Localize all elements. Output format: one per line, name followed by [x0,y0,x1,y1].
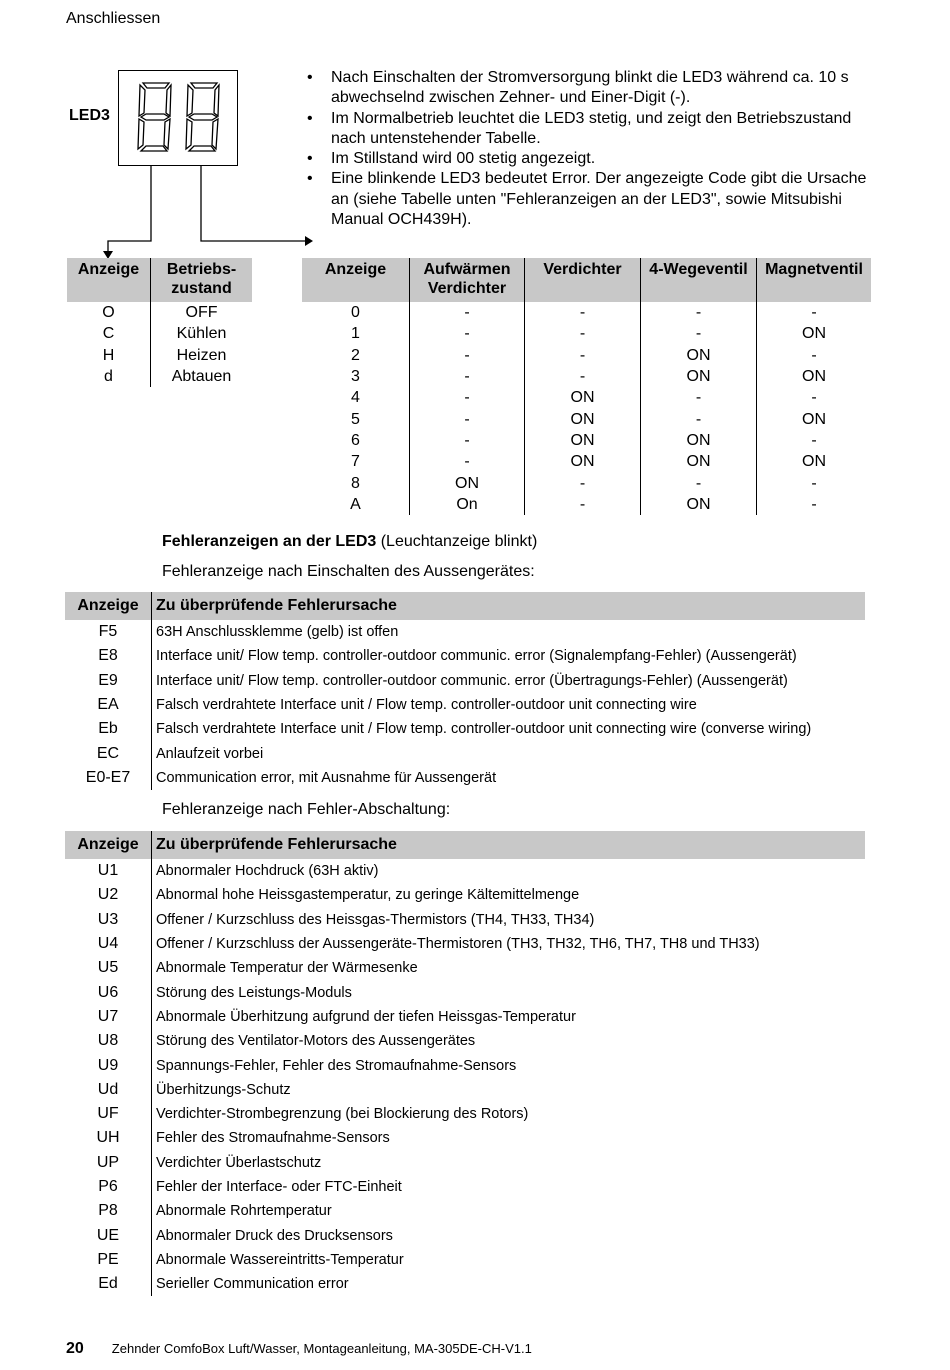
cell-magnetventil: ON [802,325,826,343]
cell-code: H [67,345,151,366]
cell-verdichter: ON [525,408,641,429]
cell-verdichter: - [525,302,641,323]
error-description: Störung des Ventilator-Motors des Aussengerätes [156,1033,476,1050]
error-code: U4 [65,932,152,956]
cell-wegeventil: - [641,408,757,429]
bullet-item: • Im Stillstand wird 00 stetig angezeigt. [306,149,886,169]
bullet-item: • Im Normalbetrieb leuchtet die LED3 stetig, und zeigt den Betriebszustand nach untenstehender Tabelle. [306,109,886,150]
cell-aufwaermen: ON [410,472,525,493]
error-description: Abnormale Überhitzung aufgrund der tiefen Heissgas-Temperatur [156,1008,576,1025]
table-row [65,1175,865,1199]
cell-aufwaermen: On [410,494,525,515]
cell-magnetventil: - [811,431,817,449]
header-anzeige: Anzeige [302,258,410,302]
cell-aufwaermen: - [410,408,525,429]
error-description: Falsch verdrahtete Interface unit / Flow temp. controller-outdoor unit connecting wire [156,697,697,714]
error-description: Serieller Communication error [156,1276,349,1293]
error-code: Ud [65,1078,152,1102]
cell-magnetventil: - [811,304,817,322]
error-subheading-2: Fehleranzeige nach Fehler-Abschaltung: [162,801,451,818]
table-row [65,644,865,668]
error-description: Spannungs-Fehler, Fehler des Stromaufnahme-Sensors [156,1057,517,1074]
error-code: U7 [65,1005,152,1029]
error-description: Offener / Kurzschluss der Aussengeräte-Thermistoren (TH3, TH32, TH6, TH7, TH8 und TH33) [156,936,760,953]
table-row [65,908,865,932]
table-row [65,1199,865,1223]
cell-code: d [67,366,151,387]
error-description: Fehler des Stromaufnahme-Sensors [156,1130,390,1147]
cell-magnetventil: ON [802,368,826,386]
cell-wegeventil: ON [641,345,757,366]
error-description: Fehler der Interface- oder FTC-Einheit [156,1179,402,1195]
cell-state: Abtauen [171,368,232,386]
table-row [65,1053,865,1077]
cell-aufwaermen: - [410,366,525,387]
error-description: 63H Anschlussklemme (gelb) ist offen [156,624,399,641]
table-row [65,1151,865,1175]
error-code: P8 [65,1199,152,1223]
error-description: Verdichter Überlastschutz [156,1154,322,1171]
cell-wegeventil: - [641,323,757,344]
cell-verdichter: - [525,345,641,366]
error-description: Interface unit/ Flow temp. controller-outdoor communic. error (Übertragungs-Fehler) (Aussengerät) [156,672,788,689]
error-code: U1 [65,859,152,883]
error-title-normal: (Leuchtanzeige blinkt) [376,533,538,550]
page-number: 20 [66,1340,84,1357]
error-description: Überhitzungs-Schutz [156,1081,291,1098]
cell-aufwaermen: - [410,451,525,472]
cell-code: C [67,323,151,344]
error-description: Anlaufzeit vorbei [156,745,264,762]
bullet-item: • Nach Einschalten der Stromversorgung blinkt die LED3 während ca. 10 s abwechselnd zwischen Zehner- und Einer-Digit (-). [306,68,886,109]
cell-anzeige: 7 [302,451,410,472]
table-row [65,693,865,717]
table-row [65,859,865,883]
table-row [65,980,865,1004]
cell-state: Kühlen [176,325,227,343]
cell-wegeventil: - [641,302,757,323]
table-row [302,345,871,366]
table-row [65,956,865,980]
error-title-bold: Fehleranzeigen an der LED3 [162,533,377,550]
table-row [67,323,252,344]
error-code: U8 [65,1029,152,1053]
error-code: E0-E7 [65,766,152,790]
header-anzeige: Anzeige [65,592,152,620]
section-title: Anschliessen [66,10,161,27]
error-code: UF [65,1102,152,1126]
cell-state: Heizen [176,346,227,364]
table-row [302,408,871,429]
error-code: E8 [65,644,152,668]
table-row [302,472,871,493]
header-wegeventil: 4-Wegeventil [641,258,757,302]
page-footer [66,1340,532,1358]
bullet-item: • Eine blinkende LED3 bedeutet Error. Der angezeigte Code gibt die Ursache an (siehe Tabelle unten "Fehleranzeigen an der LED3", sowie Mitsubishi Manual OCH439H). [306,169,886,230]
header-verdichter: Verdichter [525,258,641,302]
cell-code: O [67,302,151,323]
error-description: Interface unit/ Flow temp. controller-outdoor communic. error (Signalempfang-Fehler) (Aussengerät) [156,648,797,665]
error-description: Abnormale Rohrtemperatur [156,1203,332,1220]
cell-anzeige: 1 [302,323,410,344]
footer-text: Zehnder ComfoBox Luft/Wasser, Montageanleitung, MA-305DE-CH-V1.1 [111,1341,532,1356]
table-row [65,620,865,644]
table-row [302,430,871,451]
status-table [302,258,871,515]
table-row [65,1248,865,1272]
table-row [65,669,865,693]
header-aufwaermen: Aufwärmen Verdichter [410,258,525,302]
header-anzeige: Anzeige [67,258,151,302]
error-code: EA [65,693,152,717]
header-magnetventil: Magnetventil [757,258,872,302]
table-row [65,766,865,790]
cell-magnetventil: - [811,389,817,407]
error-code: UP [65,1151,152,1175]
betriebszustand-table [67,258,252,387]
error-description: Abnormale Temperatur der Wärmesenke [156,960,418,977]
error-code: PE [65,1248,152,1272]
error-code: UH [65,1126,152,1150]
error-code: E9 [65,669,152,693]
cell-state: OFF [185,304,218,322]
cell-aufwaermen: - [410,302,525,323]
table-row [302,387,871,408]
cell-anzeige: 3 [302,366,410,387]
table-row [65,1223,865,1247]
cell-wegeventil: - [641,387,757,408]
error-code: U9 [65,1053,152,1077]
error-code: Ed [65,1272,152,1296]
arrow-right-icon [305,236,313,246]
info-bullets [306,68,886,230]
cell-anzeige: 6 [302,430,410,451]
error-description: Communication error, mit Ausnahme für Aussengerät [156,769,497,786]
error-description: Abnormaler Hochdruck (63H aktiv) [156,863,379,880]
cell-verdichter: - [525,472,641,493]
header-anzeige: Anzeige [65,831,152,859]
error-code: U5 [65,956,152,980]
cell-anzeige: 2 [302,345,410,366]
cell-aufwaermen: - [410,345,525,366]
table-row [67,366,252,387]
cell-wegeventil: ON [641,451,757,472]
error-table-startup [65,592,865,790]
error-description: Störung des Leistungs-Moduls [156,984,352,1001]
table-row [302,323,871,344]
error-description: Offener / Kurzschluss des Heissgas-Thermistors (TH4, TH33, TH34) [156,911,595,928]
table-row [67,345,252,366]
cell-verdichter: ON [525,430,641,451]
table-row [302,451,871,472]
error-description: Falsch verdrahtete Interface unit / Flow temp. controller-outdoor unit connecting wire (converse wiring) [156,721,812,738]
error-code: EC [65,741,152,765]
cell-verdichter: - [525,494,641,515]
error-code: U6 [65,980,152,1004]
cell-magnetventil: ON [802,453,826,471]
error-description: Abnormale Wassereintritts-Temperatur [156,1251,404,1268]
header-betriebszustand: Betriebs- zustand [151,258,253,302]
cell-wegeventil: - [641,472,757,493]
error-code: U2 [65,883,152,907]
table-row [65,1029,865,1053]
cell-aufwaermen: - [410,387,525,408]
cell-aufwaermen: - [410,430,525,451]
cell-anzeige: 8 [302,472,410,493]
cell-verdichter: ON [525,387,641,408]
table-row [65,741,865,765]
cell-anzeige: A [302,494,410,515]
error-description: Abnormaler Druck des Drucksensors [156,1227,393,1244]
header-fehlerursache: Zu überprüfende Fehlerursache [152,592,866,620]
error-table-shutdown [65,831,865,1296]
table-row [65,1126,865,1150]
cell-magnetventil: - [811,495,817,513]
table-row [65,932,865,956]
led-label: LED3 [69,107,110,124]
cell-wegeventil: ON [641,366,757,387]
table-row [65,883,865,907]
cell-aufwaermen: - [410,323,525,344]
error-description: Verdichter-Strombegrenzung (bei Blockierung des Rotors) [156,1106,529,1123]
header-fehlerursache: Zu überprüfende Fehlerursache [152,831,866,859]
table-row [302,302,871,323]
error-section-title [162,533,537,551]
error-subheading-1: Fehleranzeige nach Einschalten des Aussengerätes: [162,563,535,580]
cell-magnetventil: ON [802,410,826,428]
led-display [118,70,238,166]
table-row [65,1272,865,1296]
error-code: Eb [65,717,152,741]
cell-wegeventil: ON [641,494,757,515]
cell-magnetventil: - [811,346,817,364]
error-code: P6 [65,1175,152,1199]
table-row [302,366,871,387]
cell-verdichter: ON [525,451,641,472]
table-row [65,1102,865,1126]
table-row [302,494,871,515]
error-code: F5 [65,620,152,644]
cell-verdichter: - [525,323,641,344]
cell-anzeige: 4 [302,387,410,408]
cell-anzeige: 5 [302,408,410,429]
cell-wegeventil: ON [641,430,757,451]
table-row [65,717,865,741]
seven-segment-display-icon [129,79,229,157]
table-row [65,1078,865,1102]
cell-magnetventil: - [811,474,817,492]
error-code: U3 [65,908,152,932]
error-code: UE [65,1223,152,1247]
cell-anzeige: 0 [302,302,410,323]
table-row [65,1005,865,1029]
cell-verdichter: - [525,366,641,387]
error-description: Abnormal hohe Heissgastemperatur, zu geringe Kältemittelmenge [156,887,580,904]
table-row [67,302,252,323]
